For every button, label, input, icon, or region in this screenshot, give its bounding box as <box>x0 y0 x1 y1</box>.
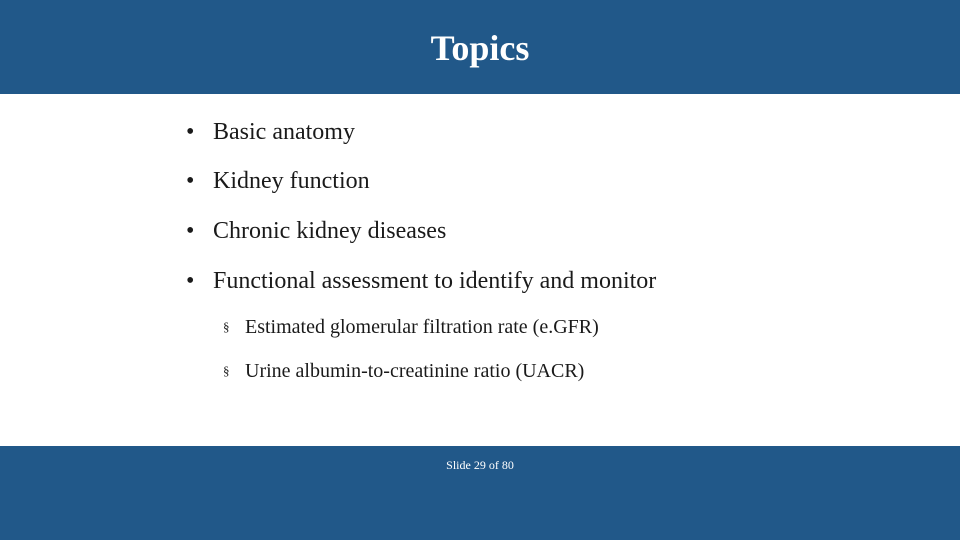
slide-content <box>0 94 960 446</box>
bullet-dot-icon: • <box>186 119 195 145</box>
bullet-text: Basic anatomy <box>213 119 355 145</box>
bullet-item-kidney-function <box>186 167 370 195</box>
section-mark-icon: § <box>223 319 230 334</box>
slide-title: Topics <box>430 28 530 68</box>
bullet-text: Kidney function <box>213 168 370 194</box>
bullet-item-basic-anatomy <box>186 118 355 146</box>
sub-bullet-item-uacr <box>223 359 584 383</box>
bullet-text: Functional assessment to identify and monitor <box>213 268 657 294</box>
bullet-dot-icon: • <box>186 168 195 194</box>
slide-number: Slide 29 of 80 <box>446 458 514 472</box>
sub-bullet-text: Urine albumin-to-creatinine ratio (UACR) <box>245 360 585 382</box>
section-mark-icon: § <box>223 363 230 378</box>
sub-bullet-text: Estimated glomerular filtration rate (e.GFR) <box>245 316 599 338</box>
bullet-item-functional-assessment <box>186 267 656 295</box>
bullet-dot-icon: • <box>186 218 195 244</box>
bullet-text: Chronic kidney diseases <box>213 218 447 244</box>
sub-bullet-item-egfr <box>223 315 599 339</box>
bullet-dot-icon: • <box>186 268 195 294</box>
bullet-item-chronic-kidney-diseases <box>186 217 446 245</box>
